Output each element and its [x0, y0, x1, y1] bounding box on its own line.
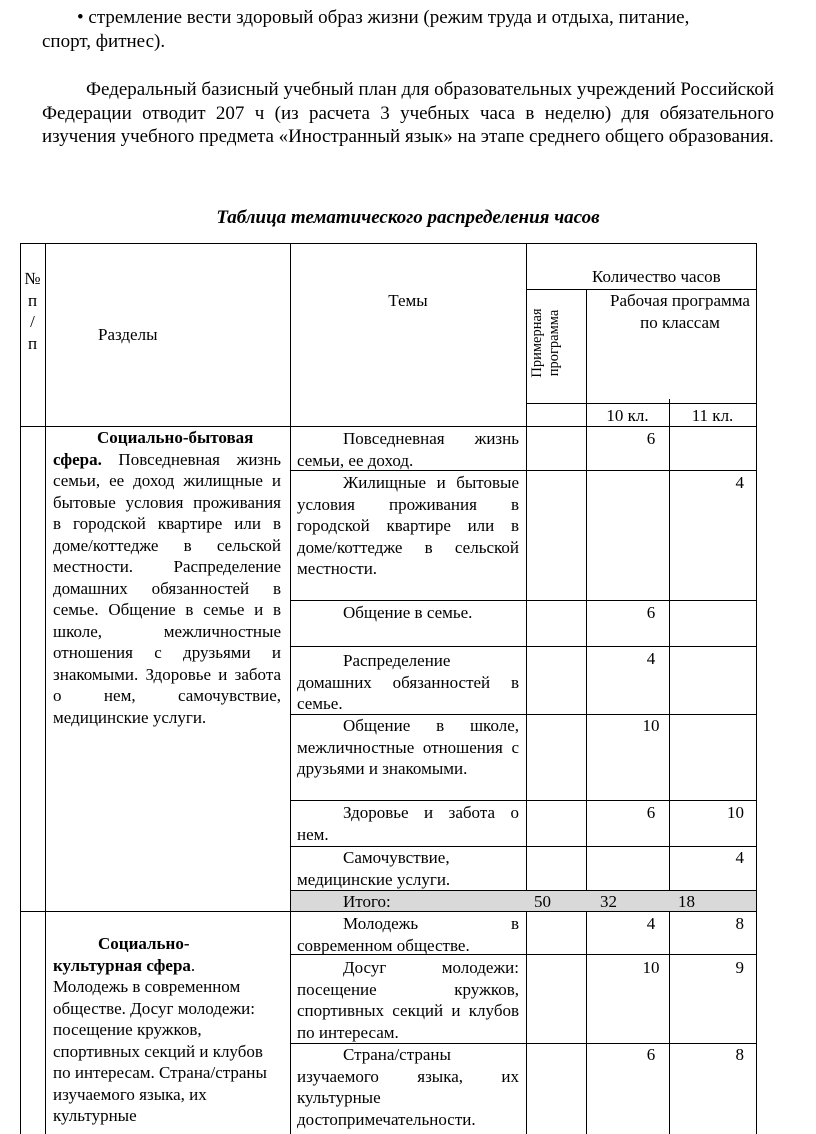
- section1-g10: 6: [646, 803, 656, 822]
- total-label: Итого:: [343, 892, 391, 911]
- total-g11: 18: [678, 892, 695, 911]
- section1-g10: 4: [646, 649, 656, 668]
- section1-cell: [53, 427, 281, 728]
- section1-g11: 4: [735, 473, 744, 492]
- header-work-program: Рабочая программа по классам: [610, 291, 750, 332]
- section1-topic: Распределение домашних обязанностей в семье.: [297, 651, 519, 713]
- section2-g10: 6: [646, 1045, 656, 1064]
- section2-cell: Социально- культурная сфера. Молодежь в современном обществе. Досуг молодежи: посещение кружков, спортивных секций и клубов по интересам. Страна/страны изучаемого языка, их культурные: [53, 933, 281, 1127]
- section2-g10: 4: [646, 914, 656, 933]
- header-sample-program: Примерная программа: [529, 308, 562, 378]
- section1-description: Повседневная жизнь семьи, ее доход жилищные и бытовые условия проживания в городской квартире или в доме/коттедже в сельской местности. Распределение домашних обязанностей в семье. Общение в семье и в школе, межличностные отношения с друзьями и знакомыми. Здоровье и забота о нем, самочувствие, медицинские услуги.: [53, 449, 281, 727]
- section2-topic: Страна/страны изучаемого языка, их культурные достопримечательности.: [297, 1045, 519, 1129]
- section2-title-line2: культурная сфера: [53, 955, 191, 975]
- section2-topic: Досуг молодежи: посещение кружков, спортивных секций и клубов по интересам.: [297, 958, 519, 1042]
- section2-g11: 8: [735, 914, 744, 933]
- section1-topic: Общение в школе, межличностные отношения с друзьями и знакомыми.: [297, 716, 519, 778]
- section2-g11: 8: [735, 1045, 744, 1064]
- section2-g10: 10: [642, 958, 660, 977]
- bullet-line-1: • стремление вести здоровый образ жизни (режим труда и отдыха, питание,: [77, 7, 690, 28]
- section2-g11: 9: [735, 958, 744, 977]
- section2-topic: Молодежь в современном обществе.: [297, 914, 519, 955]
- header-grade11: 11 кл.: [691, 406, 734, 425]
- section1-topic: Самочувствие, медицинские услуги.: [297, 848, 451, 889]
- intro-paragraph: Федеральный базисный учебный план для образовательных учреждений Российской Федерации отводит 207 ч (из расчета 3 учебных часа в неделю) для обязательного изучения учебного предмета «Иностранный язык» на этапе среднего общего образования.: [42, 79, 774, 147]
- section1-topic: Повседневная жизнь семьи, ее доход.: [297, 429, 519, 470]
- section1-topic: Жилищные и бытовые условия проживания в городской квартире или в доме/коттедже в сельской местности.: [297, 473, 519, 578]
- section2-title-line1: Социально-: [98, 934, 190, 953]
- section1-g10: 6: [646, 603, 656, 622]
- header-hours-total: Количество часов: [592, 267, 721, 286]
- header-sections: Разделы: [98, 325, 158, 344]
- section1-topic: Общение в семье.: [343, 603, 473, 622]
- section2-description: Молодежь в современном обществе. Досуг молодежи: посещение кружков, спортивных секций и клубов по интересам. Страна/страны изучаемого языка, их культурные: [53, 977, 267, 1125]
- header-topics: Темы: [388, 291, 428, 310]
- section1-g11: 4: [735, 848, 744, 867]
- section1-g10: 10: [642, 716, 660, 735]
- table-caption: Таблица тематического распределения часов: [216, 207, 600, 228]
- total-sample: 50: [534, 892, 551, 911]
- section1-title: Социально-бытовая сфера.: [53, 428, 254, 469]
- total-g10: 32: [600, 892, 617, 911]
- header-grade10: 10 кл.: [606, 406, 649, 425]
- section1-g10: 6: [646, 429, 656, 448]
- section1-topic: Здоровье и забота о нем.: [297, 803, 519, 844]
- section1-g11: 10: [727, 803, 744, 822]
- bullet-line-2: спорт, фитнес).: [42, 31, 166, 52]
